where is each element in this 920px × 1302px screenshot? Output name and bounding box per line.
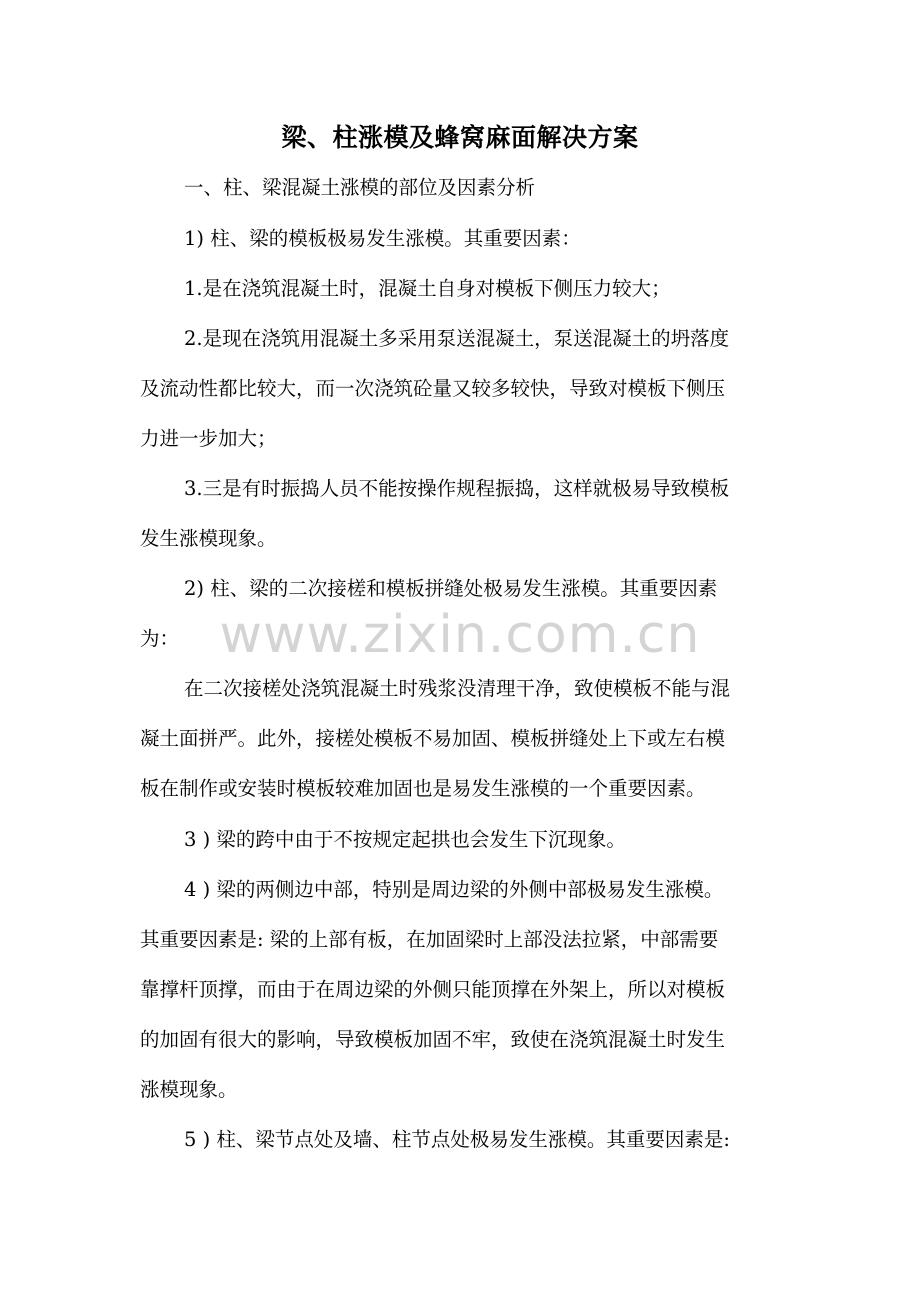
paragraph-line: 2.是现在浇筑用混凝土多采用泵送混凝土，泵送混凝土的坍落度	[184, 327, 730, 350]
section-heading: 一、柱、梁混凝土涨模的部位及因素分析	[184, 176, 536, 199]
paragraph-line: 发生涨模现象。	[140, 527, 277, 550]
paragraph-line: 涨模现象。	[140, 1078, 238, 1101]
paragraph-line: 1) 柱、梁的模板极易发生涨模。其重要因素：	[184, 227, 581, 250]
paragraph-line: 3.三是有时振捣人员不能按操作规程振捣，这样就极易导致模板	[184, 477, 730, 500]
paragraph-line: 力进一步加大；	[140, 427, 277, 450]
paragraph-line: 及流动性都比较大，而一次浇筑砼量又较多较快，导致对模板下侧压	[140, 377, 726, 400]
paragraph-line: 靠撑杆顶撑，而由于在周边梁的外侧只能顶撑在外架上，所以对模板	[140, 978, 726, 1001]
paragraph-line: 板在制作或安装时模板较难加固也是易发生涨模的一个重要因素。	[140, 777, 706, 800]
paragraph-line: 2) 柱、梁的二次接槎和模板拼缝处极易发生涨模。其重要因素	[184, 577, 718, 600]
paragraph-line: 的加固有很大的影响，导致模板加固不牢，致使在浇筑混凝土时发生	[140, 1028, 726, 1051]
document-title: 梁、柱涨模及蜂窝麻面解决方案	[281, 123, 639, 152]
paragraph-line: 4 ) 梁的两侧边中部，特别是周边梁的外侧中部极易发生涨模。	[184, 878, 724, 901]
paragraph-line: 1.是在浇筑混凝土时，混凝土自身对模板下侧压力较大；	[184, 277, 671, 300]
paragraph-line: 其重要因素是: 梁的上部有板，在加固梁时上部没法拉紧，中部需要	[140, 928, 719, 951]
paragraph-line: 为：	[140, 627, 180, 650]
paragraph-line: 凝土面拼严。此外，接槎处模板不易加固、模板拼缝处上下或左右模	[140, 727, 726, 750]
paragraph-line: 5 ) 柱、梁节点处及墙、柱节点处极易发生涨模。其重要因素是:	[184, 1128, 730, 1151]
watermark: www.zixin.com.cn	[219, 605, 701, 665]
paragraph-line: 3 ) 梁的跨中由于不按规定起拱也会发生下沉现象。	[184, 828, 626, 851]
paragraph-line: 在二次接槎处浇筑混凝土时残浆没清理干净，致使模板不能与混	[184, 677, 731, 700]
